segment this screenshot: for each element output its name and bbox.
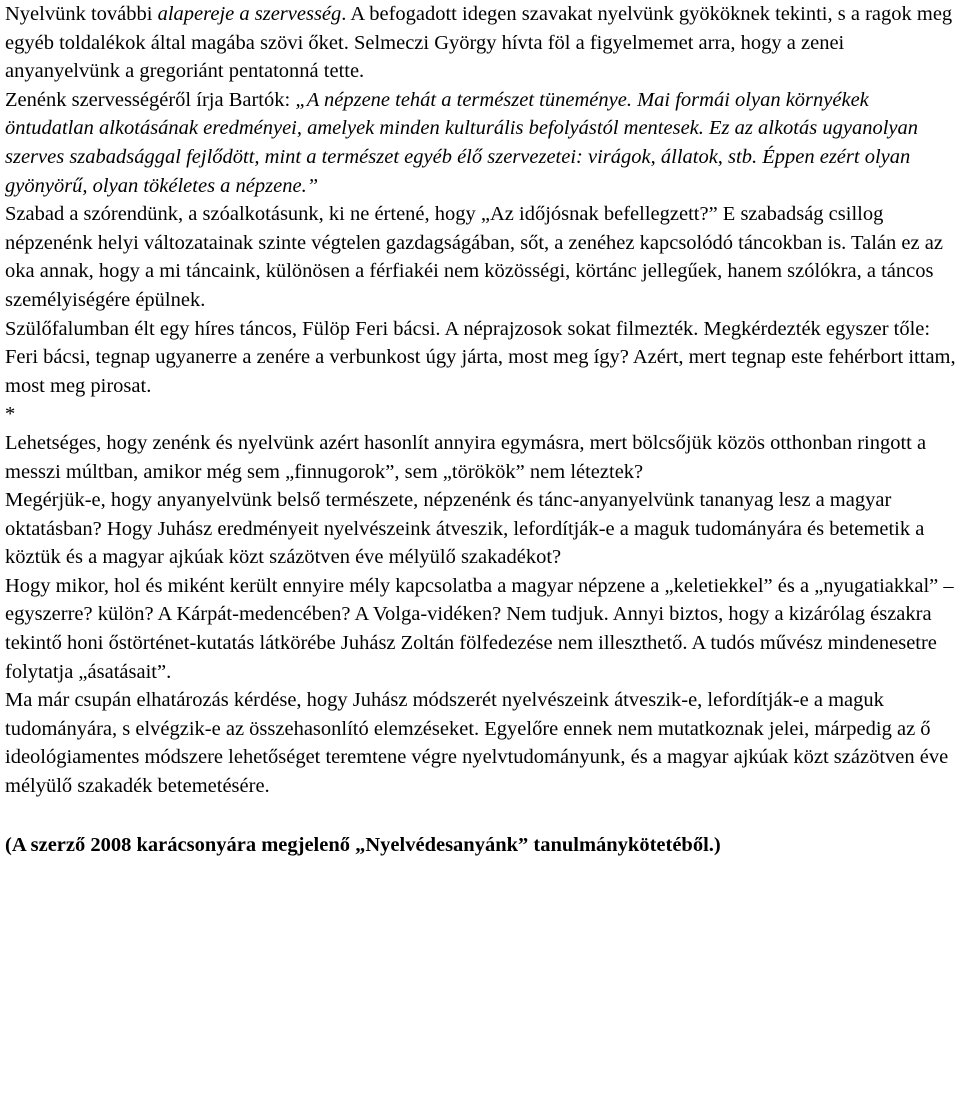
blank-line: [5, 801, 957, 829]
paragraph-6: Megérjük-e, hogy anyanyelvünk belső természete, népzenénk és tánc-anyanyelvünk tananyag lesz a magyar oktatásban? Hogy Juhász eredményeit nyelvészeink átveszik, lefordítják-e a maguk tudományára és betemetik a köztük és a magyar ajkúak közt százötven éve mélyülő szakadékot?: [5, 489, 925, 569]
section-separator: *: [5, 403, 16, 426]
paragraph-2: [5, 86, 957, 200]
paragraph-1: [5, 0, 957, 86]
paragraph-3: Szabad a szórendünk, a szóalkotásunk, ki ne értené, hogy „Az időjósnak befellegzett?” E szabadság csillog népzenénk helyi változatainak szinte végtelen gazdagságában, sőt, a zenéhez kapcsolódó táncokban is. Talán ez az oka annak, hogy a mi táncaink, különösen a férfiakéi nem közösségi, körtánc jellegűek, hanem szólókra, a táncos személyiségére épülnek.: [5, 203, 943, 311]
paragraph-5: Lehetséges, hogy zenénk és nyelvünk azért hasonlít annyira egymásra, mert bölcsőjük közös otthonban ringott a messzi múltban, amikor még sem „finnugorok”, sem „törökök” nem léteztek?: [5, 431, 927, 483]
bartok-quote: „A népzene tehát a természet tüneménye. Mai formái olyan környékek öntudatlan alkotásának eredményei, amelyek minden kulturális befolyástól mentesek. Ez az alkotás ugyanolyan szerves szabadsággal fejlődött, mint a természet egyéb élő szervezetei: virágok, állatok, stb. Éppen ezért olyan gyönyörű, olyan tökéletes a népzene.”: [5, 88, 918, 197]
paragraph-4: Szülőfalumban élt egy híres táncos, Fülöp Feri bácsi. A néprajzosok sokat filmezték. Megkérdezték egyszer tőle: Feri bácsi, tegnap ugyanerre a zenére a verbunkost úgy járta, most meg így? Azért, mert tegnap este fehérbort ittam, most meg pirosat.: [5, 317, 956, 397]
source-credit: (A szerző 2008 karácsonyára megjelenő „Nyelvédesanyánk” tanulmánykötetéből.): [5, 833, 721, 856]
paragraph-8: Ma már csupán elhatározás kérdése, hogy Juhász módszerét nyelvészeink átveszik-e, lefordítják-e a maguk tudományára, s elvégzik-e az összehasonlító elemzéseket. Egyelőre ennek nem mutatkoznak jelei, márpedig az ő ideológiamentes módszere lehetőséget teremtene végre nyelvtudományunk, és a magyar ajkúak közt százötven éve mélyülő szakadék betemetésére.: [5, 689, 949, 798]
paragraph-7: Hogy mikor, hol és miként került ennyire mély kapcsolatba a magyar népzene a „keletiekkel” és a „nyugatiakkal” – egyszerre? külön? A Kárpát-medencében? A Volga-vidéken? Nem tudjuk. Annyi biztos, hogy a kizárólag északra tekintő honi őstörténet-kutatás látkörébe Juhász Zoltán fölfedezése nem illeszthető. A tudós művész mindenesetre folytatja „ásatásait”.: [5, 574, 954, 683]
document-page: [5, 0, 957, 859]
paragraph-1-text-c: . A befogadott idegen szavakat nyelvünk gyököknek tekinti, s a ragok meg egyéb toldalékok által magába szövi őket. Selmeczi György hívta föl a figyelmemet arra, hogy a zenei anyanyelvünk a gregoriánt pentatonná tette.: [5, 3, 953, 83]
paragraph-1-text-a: Nyelvünk további: [5, 3, 158, 25]
paragraph-1-italic-phrase: alapereje a szervesség: [157, 3, 342, 25]
paragraph-2-intro: Zenénk szervességéről írja Bartók:: [5, 88, 296, 111]
